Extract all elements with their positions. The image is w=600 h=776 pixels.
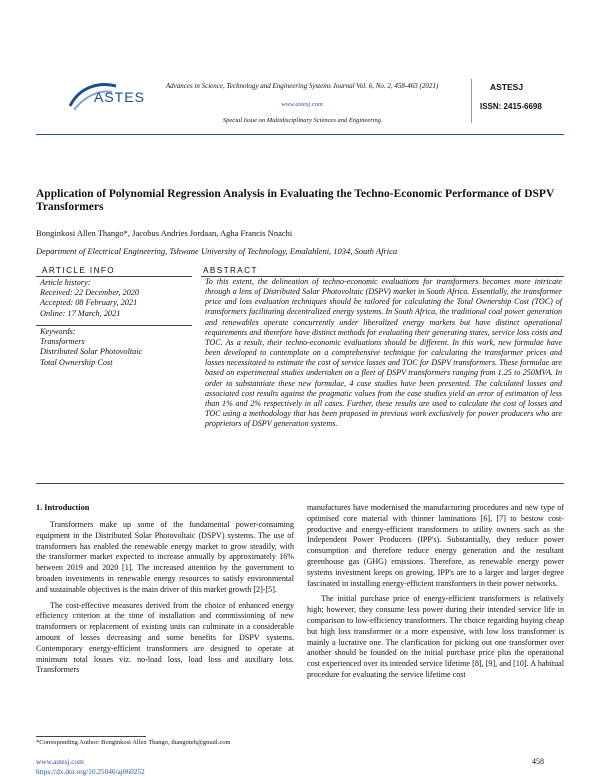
journal-citation: Advances in Science, Technology and Engineering Systems Journal Vol. 6, No. 2, 458-463 (2021): [165, 82, 439, 90]
abstract-heading: ABSTRACT: [203, 266, 258, 275]
history-label: Article history:: [40, 278, 91, 287]
article-history: [40, 278, 192, 319]
logo-text: ASTES: [94, 89, 145, 105]
paragraph: Transformers make up some of the fundamental power-consuming equipment in the Distributed Solar Photovoltaic (DSPV) systems. The use of transformers has enabled the renewable energy market to grow steadily, with the transformer market expected to increase annually by approximately 16% between 2019 and 2020 [1]. The increased attention by the government to broaden investments in renewable energy resources to satisfy environmental and sustainable objectives is the main driver of this market growth [2]-[5].: [36, 520, 294, 594]
issn-label: ISSN: 2415-6698: [480, 102, 542, 111]
article-info-heading: ARTICLE INFO: [42, 266, 116, 275]
received-date: Received: 22 December, 2020: [40, 288, 140, 298]
header-divider: [36, 134, 564, 135]
keywords-rule: [36, 325, 192, 326]
article-info-rule: [36, 276, 192, 277]
keyword-item: Transformers: [40, 337, 85, 347]
abstract-text: To this extent, the delineation of techno-economic evaluations for transformers becomes more intricate through a lens of Distributed Solar Photovoltaic (DSPV) market in South Africa. Essentially, the transformer price and loss evaluation techniques should be tailored for calculating the Total Ownership Cost (TOC) of transformers facilitating decentralized energy systems. In South Africa, the traditional coal power generation and renewables operate concurrently under liberalized energy markets but have distinct operational requirements and therefore have distinct methods for evaluating their generating states, service loss costs and TOC. As a result, their techno-economic evaluations should be different. In this work, new formulae have been developed to contemplate on a comprehensive technique for calculating the transformer prices and losses necessitated to estimate the cost of service losses and TOC for DSPV transformers. These formulae are based on experimental studies undertaken on a fleet of DSPV transformers ranging from 1.25 to 250MVA. In order to substantiate these new formulae, 4 case studies have been presented. The calculated losses and associated cost results against the pragmatic values from the case studies yield an error of estimation of less than 1% and 2% respectively in all cases. Further, these results are used to calculate the cost of losses and TOC using a methodology that has been proposed in previous work exclusively for power producers who are proprietors of DSPV generation systems.: [205, 277, 562, 429]
page-number: 458: [532, 757, 544, 766]
paper-authors: Bonginkosi Allen Thango*, Jacobus Andries Jordaan, Agha Francis Nnachi: [36, 228, 293, 238]
special-issue-label: Special Issue on Multidisciplinary Sciences and Engineering: [222, 117, 382, 124]
journal-url-link[interactable]: www.astesj.com: [281, 101, 323, 108]
paper-title: Application of Polynomial Regression Analysis in Evaluating the Techno-Economic Performance of DSPV Transformers: [36, 188, 555, 213]
corresponding-author-footnote: *Corresponding Author: Bonginkosi Allen Thango, thangoteh@gmail.com: [36, 739, 231, 746]
paragraph: manufactures have modernised the manufacturing procedures and new type of optimised core material with thinner laminations [6], [7] to bestow cost-productive and energy-efficient transformers to utility owners such as the Independent Power Producers (IPP's). Substantially, they reduce power consumption and therefore reduce energy generation and the resultant greenhouse gas (GHG) emissions. Therefore, as renewable energy power systems investment keeps on growing, IPP's are to a larger and larger degree fascinated in installing energy-efficient transformers in their power networks.: [307, 503, 564, 588]
keywords-block: [40, 327, 192, 368]
section-heading-introduction: 1. Introduction: [36, 503, 90, 512]
keywords-label: Keywords:: [40, 327, 76, 336]
accepted-date: Accepted: 08 February, 2021: [40, 298, 138, 308]
keyword-item: Total Ownership Cost: [40, 357, 113, 367]
keyword-item: Distributed Solar Photovoltaic: [40, 347, 143, 357]
footnote-rule: [36, 736, 146, 737]
doi-link[interactable]: https://dx.doi.org/10.25046/aj060252: [36, 767, 145, 776]
left-column: [36, 520, 294, 681]
paragraph: The initial purchase price of energy-efficient transformers is relatively high; however, they consume less power during their intended service life in comparison to low-efficiency transformers. The choice regarding buying cheap but high loss transformer or a more expensive, with low loss transformer is mainly a lucrative one. The clarification for picking out one transformer over another should be founded on the initial purchase price plus the operational cost experienced over its intended service lifetime [8], [9], and [10]. A habitual procedure for evaluating the service lifetime cost: [307, 594, 564, 679]
journal-abbrev: ASTESJ: [490, 82, 524, 92]
paragraph: The cost-effective measures derived from the choice of enhanced energy efficiency criterion at the time of installation and commissioning of new transformers or replacement of existing units can culminate in a considerable amount of losses decreasing and some benefits for DSPV systems. Contemporary energy-efficient transformers are designed to operate at minimum total losses viz. no-load loss, load loss and auxiliary loss. Transformers: [36, 600, 294, 675]
abstract-rule-bottom: [36, 483, 564, 484]
online-date: Online: 17 March, 2021: [40, 308, 121, 318]
right-column: [307, 503, 564, 686]
paper-affiliation: Department of Electrical Engineering, Tshwane University of Technology, Emalahleni, 1034, South Africa: [36, 246, 398, 256]
footer-url-link[interactable]: www.astesj.com: [36, 757, 84, 766]
